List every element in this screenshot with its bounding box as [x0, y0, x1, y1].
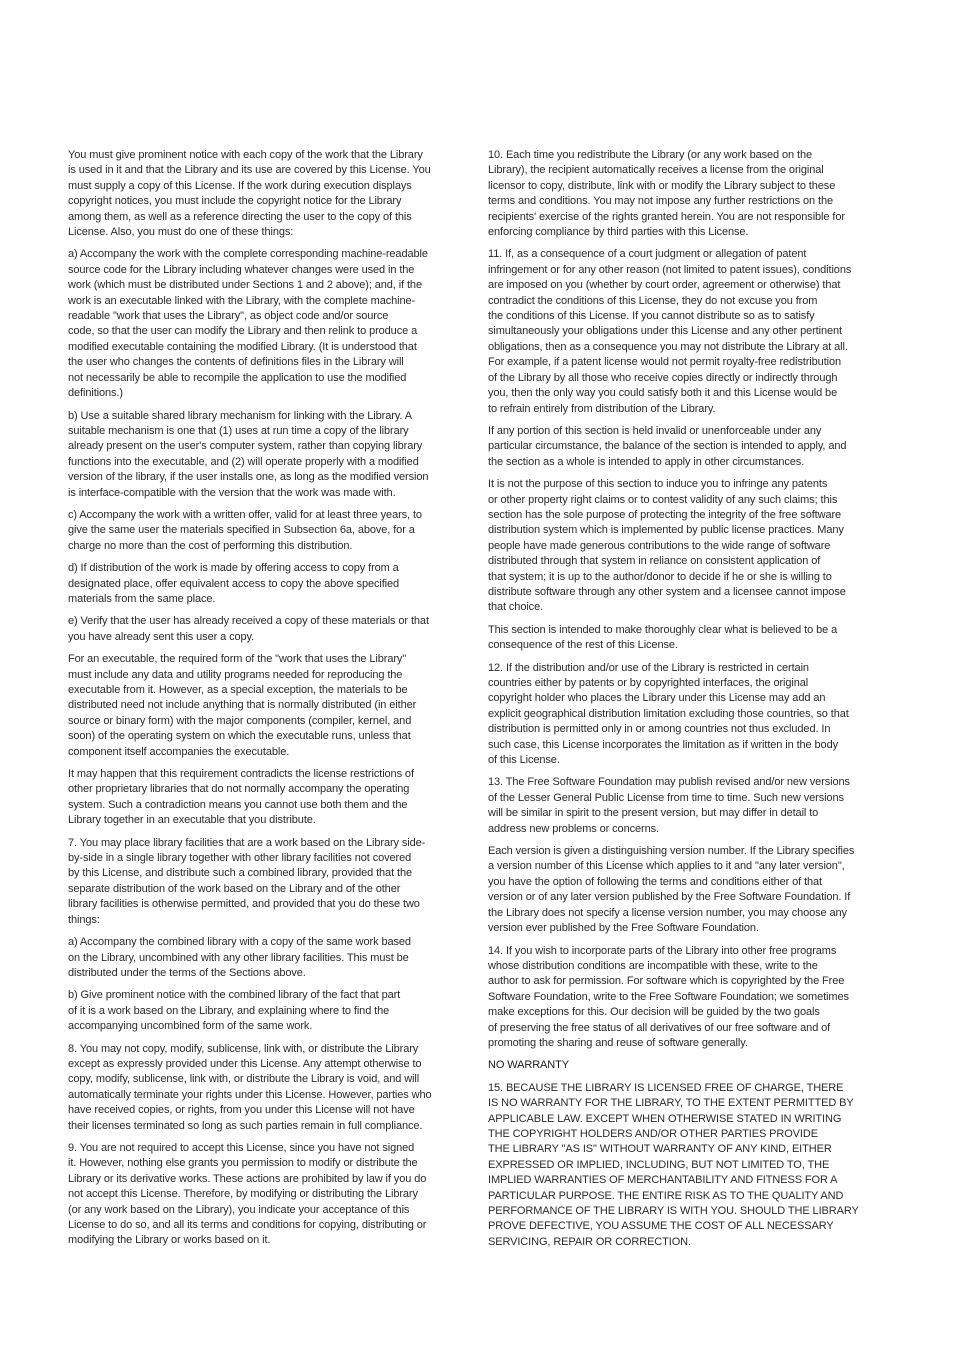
- paragraph-version-number: Each version is given a distinguishing version number. If the Library specifies a version number of this License which applies to it and "any later version", you have the option of following the terms and conditions either of that version or of any later version published by the Free Software Foundation. If the Library does not specify a license version number, you may choose any version ever published by the Free Software Foundation.: [488, 845, 855, 935]
- no-warranty-heading: NO WARRANTY: [488, 1059, 569, 1072]
- paragraph-6b: b) Use a suitable shared library mechanism for linking with the Library. A suitable mechanism is one that (1) uses at run time a copy of the library already present on the user's computer system, rather than copying library functions into the executable, and (2) will operate properly with a modified version of the library, if the user installs one, as long as the modified version is interface-compatible with the version that the work was made with.: [68, 409, 429, 499]
- paragraph-section-15: 15. BECAUSE THE LIBRARY IS LICENSED FREE OF CHARGE, THERE IS NO WARRANTY FOR THE LIBRARY, TO THE EXTENT PERMITTED BY APPLICABLE LAW. EXCEPT WHEN OTHERWISE STATED IN WRITING THE COPYRIGHT HOLDERS AND/OR OTHER PARTIES PROVIDE THE LIBRARY "AS IS" WITHOUT WARRANTY OF ANY KIND, EITHER EXPRESSED OR IMPLIED, INCLUDING, BUT NOT LIMITED TO, THE IMPLIED WARRANTIES OF MERCHANTABILITY AND FITNESS FOR A PARTICULAR PURPOSE. THE ENTIRE RISK AS TO THE QUALITY AND PERFORMANCE OF THE LIBRARY IS WITH YOU. SHOULD THE LIBRARY PROVE DEFECTIVE, YOU ASSUME THE COST OF ALL NECESSARY SERVICING, REPAIR OR CORRECTION.: [488, 1081, 859, 1248]
- paragraph-section-10: 10. Each time you redistribute the Library (or any work based on the Library), the recipient automatically receives a license from the original licensor to copy, distribute, link with or modify the Library subject to these terms and conditions. You may not impose any further restrictions on the recipients' exercise of the rights granted herein. You are not responsible for enforcing compliance by third parties with this License.: [488, 149, 845, 239]
- paragraph-section-7: 7. You may place library facilities that are a work based on the Library side- by-side in a single library together with other library facilities not covered by this License, and distribute such a combined library, provided that the separate distribution of the work based on the Library and of the other library facilities is otherwise permitted, and provided that you do these two things:: [68, 836, 426, 926]
- paragraph-purpose: It is not the purpose of this section to induce you to infringe any patents or other property right claims or to contest validity of any such claims; this section has the sole purpose of protecting the integrity of the free software distribution system which is implemented by public license practices. Many people have made generous contributions to the wide range of software distributed through that system in reliance on consistent application of that system; it is up to the author/donor to decide if he or she is willing to distribute software through any other system and a licensee cannot impose that choice.: [488, 478, 846, 614]
- paragraph-section-12: 12. If the distribution and/or use of the Library is restricted in certain countries either by patents or by copyrighted interfaces, the original copyright holder who places the Library under this License may add an explicit geographical distribution limitation excluding those countries, so that distribution is permitted only in or among countries not thus excluded. In such case, this License incorporates the limitation as if written in the body of this License.: [488, 661, 849, 767]
- paragraph-invalid-portion: If any portion of this section is held invalid or unenforceable under any particular circumstance, the balance of the section is intended to apply, and the section as a whole is intended to apply in other circumstances.: [488, 424, 847, 468]
- paragraph-7a: a) Accompany the combined library with a copy of the same work based on the Library, uncombined with any other library facilities. This must be distributed under the terms of the Sections above.: [68, 936, 411, 979]
- paragraph-6d: d) If distribution of the work is made by offering access to copy from a designated place, offer equivalent access to copy the above specified materials from the same place.: [68, 562, 400, 605]
- left-column: [68, 148, 468, 1256]
- paragraph-7b: b) Give prominent notice with the combined library of the fact that part of it is a work based on the Library, and explaining where to find the accompanying uncombined form of the same work.: [68, 989, 401, 1033]
- paragraph-section-14: 14. If you wish to incorporate parts of the Library into other free programs whose distribution conditions are incompatible with these, write to the author to ask for permission. For software which is copyrighted by the Free Software Foundation, write to the Free Software Foundation; we sometimes make exceptions for this. Our decision will be guided by the two goals of preserving the free status of all derivatives of our free software and of promoting the sharing and reuse of software generally.: [488, 944, 849, 1049]
- paragraph-executable-form: For an executable, the required form of the "work that uses the Library" must include any data and utility programs needed for reproducing the executable from it. However, as a special exception, the materials to be distributed need not include anything that is normally distributed (in either source or binary form) with the major components (compiler, kernel, and soon) of the operating system on which the executable runs, unless that component itself accompanies the executable.: [68, 653, 417, 758]
- paragraph-section-9: 9. You are not required to accept this License, since you have not signed it. However, nothing else grants you permission to modify or distribute the Library or its derivative works. These actions are prohibited by law if you do not accept this License. Therefore, by modifying or distributing the Library (or any work based on the Library), you indicate your acceptance of this License to do so, and all its terms and conditions for copying, distributing or modifying the Library or works based on it.: [68, 1141, 427, 1247]
- right-column: [488, 148, 888, 1257]
- paragraph-prominent-notice: You must give prominent notice with each copy of the work that the Library is used in it and that the Library and its use are covered by this License. You must supply a copy of this License. If the work during execution displays copyright notices, you must include the copyright notice for the Library among them, as well as a reference directing the user to the copy of this License. Also, you must do one of these things:: [68, 149, 431, 239]
- paragraph-section-8: 8. You may not copy, modify, sublicense, link with, or distribute the Library except as expressly provided under this License. Any attempt otherwise to copy, modify, sublicense, link with, or distribute the Library is void, and will automatically terminate your rights under this License. However, parties who have received copies, or rights, from you under this License will not have their licenses terminated so long as such parties remain in full compliance.: [68, 1042, 432, 1132]
- paragraph-section-13: 13. The Free Software Foundation may publish revised and/or new versions of the Lesser General Public License from time to time. Such new versions will be similar in spirit to the present version, but may differ in detail to address new problems or concerns.: [488, 776, 850, 835]
- paragraph-6a: a) Accompany the work with the complete corresponding machine-readable source code for the Library including whatever changes were used in the work (which must be distributed under Sections 1 and 2 above); and, if the work is an executable linked with the Library, with the complete machine- readable "work that uses the Library", as object code and/or source code, so that the user can modify the Library and then relink to produce a modified executable containing the modified Library. (It is understood that the user who changes the contents of definitions files in the Library will not necessarily be able to recompile the application to use the modified definitions.): [68, 248, 428, 400]
- paragraph-section-11: 11. If, as a consequence of a court judgment or allegation of patent infringement or for any other reason (not limited to patent issues), conditions are imposed on you (whether by court order, agreement or otherwise) that contradict the conditions of this License, they do not excuse you from the conditions of this License. If you cannot distribute so as to satisfy simultaneously your obligations under this License and any other pertinent obligations, then as a consequence you may not distribute the Library at all. For example, if a patent license would not permit royalty-free redistribution of the Library by all those who receive copies directly or indirectly through you, then the only way you could satisfy both it and this License would be to refrain entirely from distribution of the Library.: [488, 248, 852, 415]
- paragraph-contradiction: It may happen that this requirement contradicts the license restrictions of other proprietary libraries that do not normally accompany the operating system. Such a contradiction means you cannot use both them and the Library together in an executable that you distribute.: [68, 768, 414, 827]
- paragraph-6e: e) Verify that the user has already received a copy of these materials or that you have already sent this user a copy.: [68, 615, 429, 643]
- paragraph-6c: c) Accompany the work with a written offer, valid for at least three years, to give the same user the materials specified in Subsection 6a, above, for a charge no more than the cost of performing this distribution.: [68, 508, 422, 552]
- paragraph-intent: This section is intended to make thoroughly clear what is believed to be a consequence of the rest of this License.: [488, 623, 838, 652]
